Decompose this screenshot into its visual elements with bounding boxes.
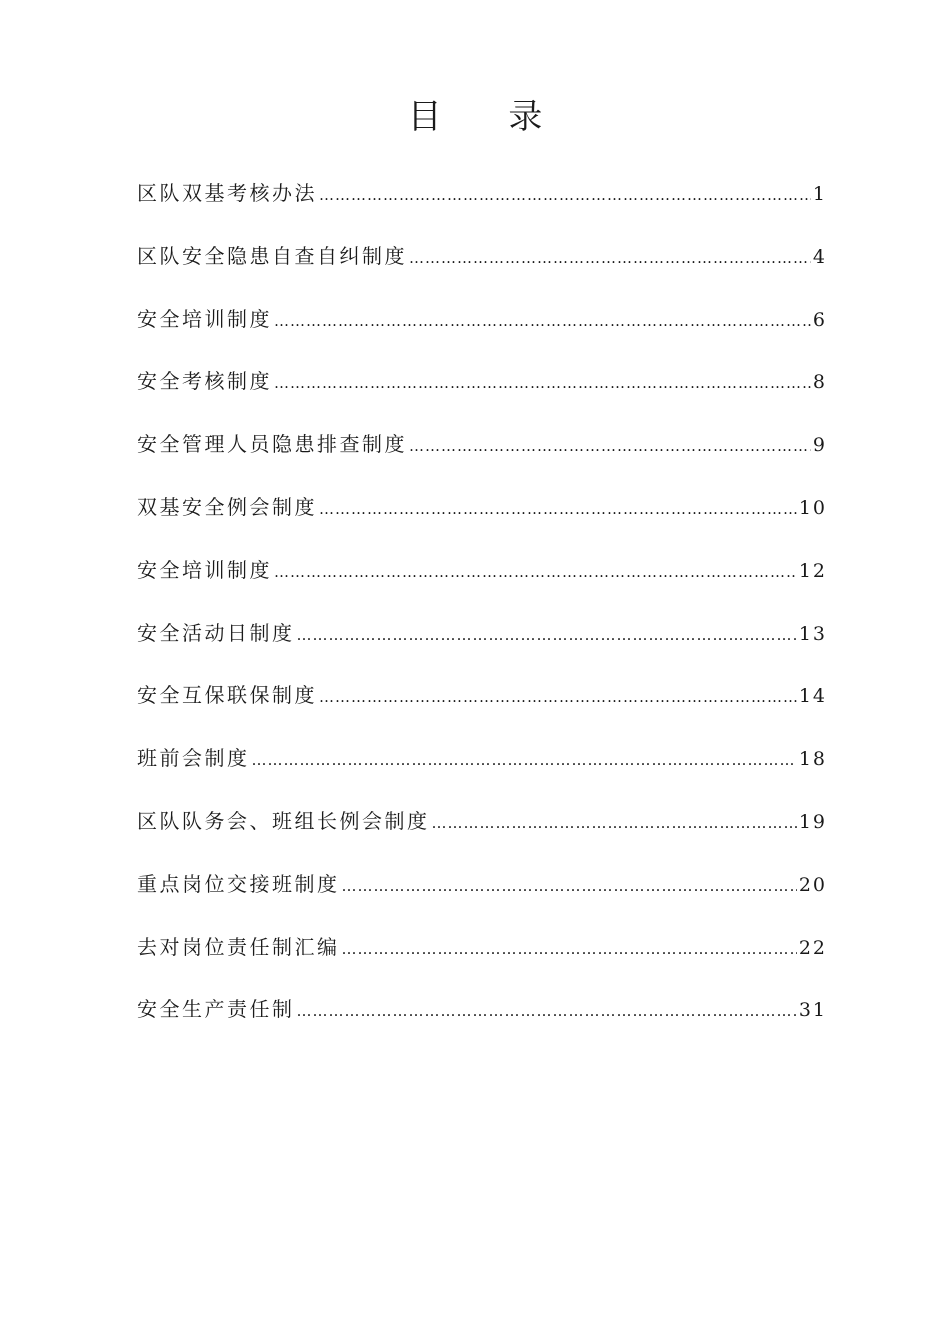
toc-entry[interactable] bbox=[137, 608, 827, 671]
toc-entry-label: 安全培训制度 bbox=[137, 557, 272, 582]
toc-entry-page: 14 bbox=[798, 685, 827, 708]
toc-entry[interactable] bbox=[137, 419, 827, 482]
toc-dot-leader bbox=[319, 170, 811, 220]
toc-entry-page: 13 bbox=[798, 622, 827, 645]
toc-entry-label: 区队安全隐患自查自纠制度 bbox=[137, 243, 407, 268]
toc-dot-leader bbox=[409, 233, 811, 283]
toc-entry[interactable] bbox=[137, 859, 827, 922]
toc-entry[interactable] bbox=[137, 733, 827, 796]
toc-dot-leader bbox=[432, 798, 797, 848]
toc-entry[interactable] bbox=[137, 294, 827, 357]
toc-entry[interactable] bbox=[137, 482, 827, 545]
toc-entry-page: 6 bbox=[812, 308, 827, 331]
toc-entry[interactable] bbox=[137, 922, 827, 985]
toc-entry-page: 20 bbox=[798, 873, 827, 896]
toc-entry-label: 安全活动日制度 bbox=[137, 620, 295, 645]
toc-entry[interactable] bbox=[137, 670, 827, 733]
toc-entry-page: 19 bbox=[798, 810, 827, 833]
toc-entry-label: 去对岗位责任制汇编 bbox=[137, 934, 340, 959]
toc-entry-page: 8 bbox=[812, 371, 827, 394]
toc-entry-label: 区队双基考核办法 bbox=[137, 181, 317, 205]
toc-entry-label: 安全考核制度 bbox=[137, 369, 272, 394]
toc-entry-page: 22 bbox=[798, 936, 827, 959]
toc-entry[interactable] bbox=[137, 231, 827, 294]
toc-list bbox=[137, 168, 827, 1047]
toc-dot-leader bbox=[409, 421, 811, 471]
toc-entry-page: 12 bbox=[798, 559, 827, 582]
toc-entry-label: 双基安全例会制度 bbox=[137, 494, 317, 519]
toc-dot-leader bbox=[297, 610, 797, 660]
toc-entry-label: 安全生产责任制 bbox=[137, 997, 295, 1022]
toc-dot-leader bbox=[274, 358, 811, 408]
toc-dot-leader bbox=[274, 547, 797, 597]
toc-dot-leader bbox=[274, 296, 811, 346]
toc-dot-leader bbox=[319, 672, 797, 722]
toc-entry-page: 4 bbox=[812, 245, 827, 268]
toc-entry-label: 区队队务会、班组长例会制度 bbox=[137, 808, 430, 833]
toc-dot-leader bbox=[252, 735, 797, 785]
toc-dot-leader bbox=[297, 986, 797, 1036]
toc-entry-label: 安全互保联保制度 bbox=[137, 683, 317, 708]
toc-entry-label: 重点岗位交接班制度 bbox=[137, 871, 340, 896]
toc-entry-page: 18 bbox=[798, 748, 827, 771]
toc-entry-page: 1 bbox=[812, 183, 827, 205]
toc-entry[interactable] bbox=[137, 545, 827, 608]
toc-entry[interactable] bbox=[137, 168, 827, 231]
toc-dot-leader bbox=[342, 924, 797, 974]
toc-entry-label: 班前会制度 bbox=[137, 746, 250, 771]
toc-entry-page: 31 bbox=[798, 999, 827, 1022]
toc-dot-leader bbox=[319, 484, 797, 534]
toc-entry-page: 9 bbox=[812, 434, 827, 457]
toc-entry-label: 安全培训制度 bbox=[137, 306, 272, 331]
toc-entry[interactable] bbox=[137, 984, 827, 1047]
toc-entry-label: 安全管理人员隐患排查制度 bbox=[137, 432, 407, 457]
toc-dot-leader bbox=[342, 861, 797, 911]
toc-entry[interactable] bbox=[137, 796, 827, 859]
toc-entry-page: 10 bbox=[798, 496, 827, 519]
toc-title: 目 录 bbox=[407, 97, 571, 137]
toc-entry[interactable] bbox=[137, 356, 827, 419]
